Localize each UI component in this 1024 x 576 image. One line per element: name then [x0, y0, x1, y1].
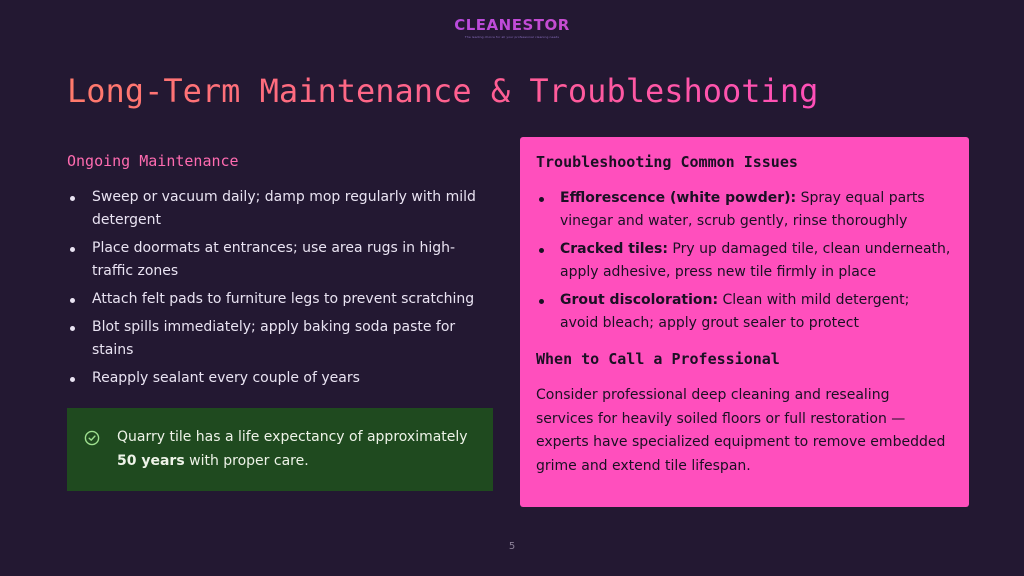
- issue-desc: Spray equal parts vinegar and water, scrub gently, rinse thoroughly: [560, 190, 925, 229]
- list-item: [536, 289, 951, 335]
- issue-term: Efflorescence (white powder):: [560, 190, 797, 206]
- troubleshooting-card: [520, 137, 969, 507]
- slide-title: Long-Term Maintenance & Troubleshooting: [67, 72, 819, 110]
- maintenance-list: [67, 186, 493, 390]
- list-item: [536, 187, 951, 233]
- list-item: Attach felt pads to furniture legs to prevent scratching: [67, 288, 493, 311]
- list-item: Sweep or vacuum daily; damp mop regularly with mild detergent: [67, 186, 493, 232]
- issue-desc: Clean with mild detergent; avoid bleach; apply grout sealer to protect: [560, 292, 910, 331]
- issue-term: Cracked tiles:: [560, 241, 668, 257]
- callout-text-before: Quarry tile has a life expectancy of approximately: [117, 429, 468, 445]
- callout-highlight: 50 years: [117, 453, 185, 469]
- list-item: Reapply sealant every couple of years: [67, 367, 493, 390]
- check-circle-icon: [84, 430, 100, 446]
- list-item: [536, 238, 951, 284]
- page-number: 5: [508, 541, 516, 552]
- professional-text: Consider professional deep cleaning and resealing services for heavily soiled floors or full restoration — experts have specialized equipment to remove embedded grime and extend tile lifespan.: [536, 387, 946, 474]
- issues-list: [536, 187, 951, 335]
- logo-tagline: The leading choice for all your professional cleaning needs: [464, 35, 560, 39]
- list-item: Blot spills immediately; apply baking soda paste for stains: [67, 316, 493, 362]
- issue-term: Grout discoloration:: [560, 292, 719, 308]
- logo-text: CLEANESTOR: [0, 16, 1024, 34]
- issue-desc: Pry up damaged tile, clean underneath, apply adhesive, press new tile firmly in place: [560, 241, 951, 280]
- list-item: Place doormats at entrances; use area rugs in high-traffic zones: [67, 237, 493, 283]
- life-expectancy-callout: [67, 408, 493, 491]
- brand-logo: [0, 16, 1024, 39]
- troubleshooting-heading: Troubleshooting Common Issues: [536, 153, 798, 171]
- ongoing-maintenance-section: [67, 152, 493, 395]
- callout-text: [117, 425, 477, 473]
- callout-text-after: with proper care.: [184, 453, 309, 469]
- professional-heading: When to Call a Professional: [536, 350, 780, 368]
- ongoing-maintenance-heading: Ongoing Maintenance: [67, 152, 239, 170]
